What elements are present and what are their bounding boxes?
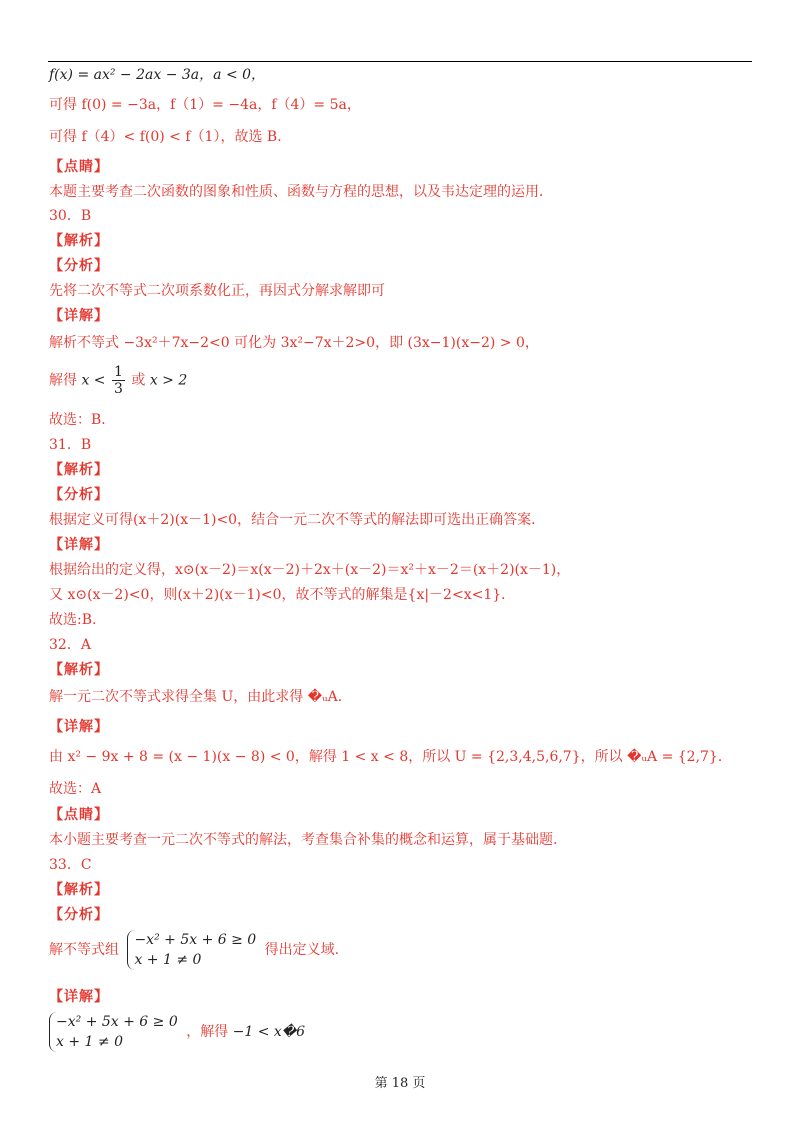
choose-30: 故选：B． [49, 412, 116, 428]
line-compare: 可得 f（4）< f(0) < f（1），故选 B． [49, 129, 292, 145]
inequality-system [49, 1012, 178, 1052]
line-function-def: f(x) = ax² − 2ax − 3a，a < 0， [49, 67, 266, 83]
system-row-2: x + 1 ≠ 0 [56, 1034, 123, 1050]
answer-33: 33．C [49, 857, 92, 873]
inequality-system [127, 930, 256, 970]
line-values: 可得 f(0) = −3a，f（1）= −4a，f（4）= 5a， [49, 97, 361, 113]
system-solution-line [49, 1012, 305, 1052]
summary-text: 本小题主要考查一元二次不等式的解法，考查集合补集的概念和运算，属于基础题. [49, 832, 558, 848]
heading-dianjing: 【点睛】 [49, 807, 109, 823]
choose-32: 故选：A [49, 781, 102, 797]
fraction-one-third [112, 364, 125, 397]
heading-xiangjie: 【详解】 [49, 308, 109, 324]
heading-jiexi: 【解析】 [49, 462, 109, 478]
solution-label: 解得 [49, 372, 77, 389]
solution-line [49, 364, 187, 397]
system-solve-result: −1 < x�6 [232, 1024, 306, 1040]
fraction-numerator: 1 [113, 364, 123, 380]
answer-30: 30．B [49, 208, 92, 224]
heading-fenxi: 【分析】 [49, 487, 109, 503]
heading-xiangjie: 【详解】 [49, 537, 109, 553]
heading-dianjing: 【点睛】 [49, 159, 109, 175]
top-rule [48, 61, 752, 62]
heading-xiangjie: 【详解】 [49, 989, 109, 1005]
heading-jiexi: 【解析】 [49, 233, 109, 249]
solution-lt: x < [81, 372, 106, 389]
detail-text: 根据给出的定义得，x⊙(x－2)＝x(x－2)＋2x＋(x－2)＝x²＋x－2＝(x＋2)(x－1)， [49, 562, 571, 578]
detail-text-2: 又 x⊙(x－2)<0，则(x＋2)(x－1)<0，故不等式的解集是{x|－2<x<1}． [49, 587, 516, 603]
fraction-denominator: 3 [113, 381, 123, 397]
summary-text: 本题主要考查二次函数的图象和性质、函数与方程的思想，以及韦达定理的运用． [49, 184, 553, 200]
heading-fenxi: 【分析】 [49, 258, 109, 274]
heading-xiangjie: 【详解】 [49, 719, 109, 735]
system-solve-label: ，解得 [186, 1024, 229, 1040]
choose-31: 故选:B. [49, 612, 97, 628]
solution-gt: x > 2 [149, 372, 188, 389]
inequality-system-line [49, 930, 339, 970]
heading-jiexi: 【解析】 [49, 662, 109, 678]
system-row-1: −x² + 5x + 6 ≥ 0 [56, 1014, 178, 1030]
system-row-2: x + 1 ≠ 0 [134, 952, 202, 968]
system-result: 得出定义域. [264, 942, 340, 958]
answer-31: 31．B [49, 437, 92, 453]
heading-fenxi: 【分析】 [49, 907, 109, 923]
detail-text: 解析不等式 −3x²＋7x−2<0 可化为 3x²−7x＋2>0，即 (3x−1)(x−2) > 0， [49, 335, 539, 351]
system-row-1: −x² + 5x + 6 ≥ 0 [134, 932, 257, 948]
analysis-text: 先将二次不等式二次项系数化正，再因式分解求解即可 [49, 283, 385, 299]
heading-jiexi: 【解析】 [49, 882, 109, 898]
system-label: 解不等式组 [49, 942, 119, 958]
detail-text: 由 x² − 9x + 8 = (x − 1)(x − 8) < 0，解得 1 < x < 8，所以 U = {2,3,4,5,6,7}，所以 �ᵤA = {2,7}． [49, 749, 732, 765]
analysis-text: 根据定义可得(x＋2)(x－1)<0，结合一元二次不等式的解法即可选出正确答案. [49, 512, 536, 528]
answer-32: 32．A [49, 637, 91, 653]
page-number: 第 18 页 [374, 1076, 426, 1091]
solution-or: 或 [131, 372, 146, 389]
analysis-text: 解一元二次不等式求得全集 U，由此求得 �ᵤA． [49, 689, 352, 705]
